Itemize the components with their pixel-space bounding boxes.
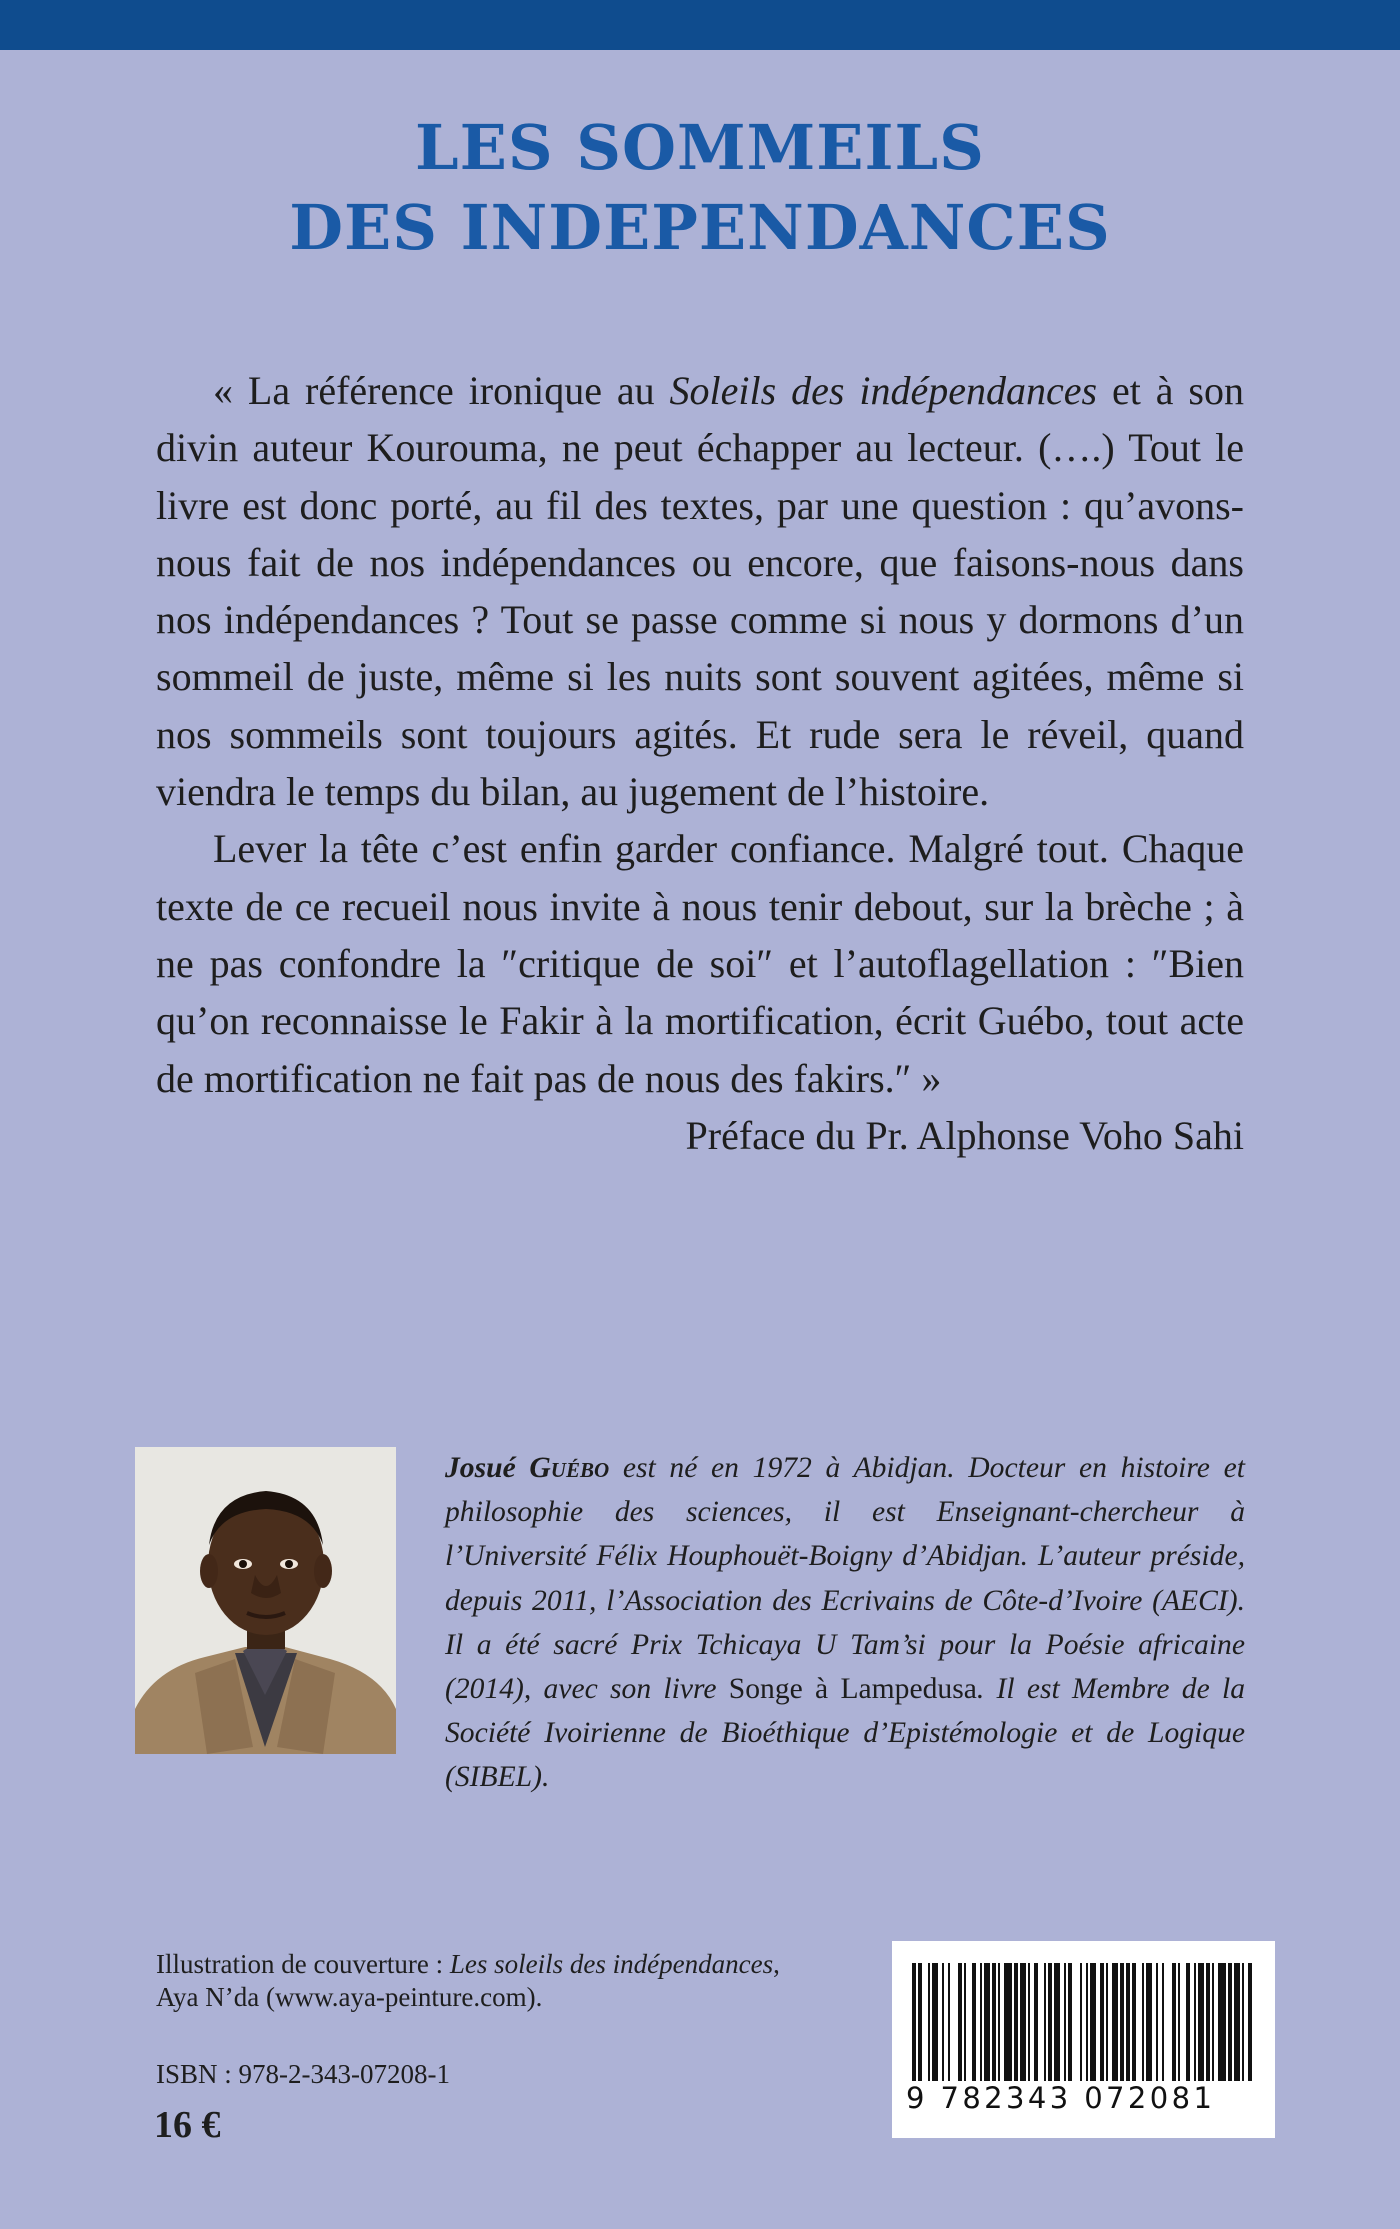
barcode-bar bbox=[1086, 1963, 1088, 2081]
barcode-bar bbox=[1146, 1963, 1152, 2081]
barcode-bar bbox=[972, 1963, 976, 2081]
back-cover-blurb bbox=[156, 362, 1244, 1164]
barcode-bar bbox=[1234, 1963, 1240, 2081]
barcode-bar bbox=[928, 1963, 930, 2081]
barcode-bar bbox=[1004, 1963, 1012, 2081]
author-bio-part-2: . Il est Membre de la Société Ivoirienne de Bioéthique d’Epistémologie et de Logique (SIBEL). bbox=[445, 1673, 1245, 1794]
barcode-bar bbox=[918, 1963, 922, 2081]
blurb-paragraph-1 bbox=[156, 362, 1244, 820]
author-book-title: Songe à Lampedusa bbox=[728, 1673, 977, 1706]
barcode-bar bbox=[1044, 1963, 1046, 2081]
barcode-bar bbox=[1142, 1963, 1144, 2081]
barcode-bar bbox=[1014, 1963, 1018, 2081]
isbn-number: ISBN : 978-2-343-07208-1 bbox=[156, 2059, 450, 2089]
barcode-bar bbox=[1100, 1963, 1104, 2081]
barcode-bar bbox=[958, 1963, 962, 2081]
barcode-bar bbox=[1020, 1963, 1026, 2081]
cover-illustration-credit bbox=[156, 1948, 836, 2014]
barcode-bar bbox=[1162, 1963, 1164, 2081]
blurb-paragraph-2: Lever la tête c’est enfin garder confiance. Malgré tout. Chaque texte de ce recueil nous invite à nous tenir debout, sur la brèche ; à ne pas confondre la ″critique de soi″ et l’autoflagellation : ″Bien qu’on reconnaisse le Fakir à la mortification, écrit Guébo, tout acte de mortification ne fait pas de nous des fakirs.″ » bbox=[156, 826, 1244, 1101]
barcode-bar bbox=[942, 1963, 944, 2081]
credit-artist: Aya N’da (www.aya-peinture.com). bbox=[156, 1982, 543, 2012]
author-portrait-illustration bbox=[135, 1447, 396, 1754]
author-last-name: Guébo bbox=[529, 1452, 610, 1484]
credit-label: Illustration de couverture : bbox=[156, 1949, 450, 1979]
barcode-bars bbox=[912, 1963, 1256, 2081]
credit-separator: , bbox=[773, 1949, 780, 1979]
barcode-bar bbox=[932, 1963, 938, 2081]
barcode bbox=[892, 1941, 1275, 2138]
barcode-bar bbox=[1048, 1963, 1052, 2081]
barcode-bar bbox=[1212, 1963, 1214, 2081]
barcode-bar bbox=[1106, 1963, 1108, 2081]
top-color-band bbox=[0, 0, 1400, 50]
barcode-bar bbox=[1132, 1963, 1136, 2081]
barcode-bar bbox=[1054, 1963, 1060, 2081]
author-first-name: Josué bbox=[445, 1452, 516, 1484]
blurb-p1-italic-title: Soleils des indépendances bbox=[669, 368, 1098, 413]
barcode-bar bbox=[1186, 1963, 1190, 2081]
barcode-bar bbox=[1228, 1963, 1232, 2081]
barcode-bar bbox=[1206, 1963, 1210, 2081]
barcode-bar bbox=[1218, 1963, 1226, 2081]
barcode-bar bbox=[1242, 1963, 1244, 2081]
blurb-p1-start: « La référence ironique au bbox=[213, 368, 670, 413]
barcode-bar bbox=[1248, 1963, 1252, 2081]
barcode-bar bbox=[1178, 1963, 1180, 2081]
barcode-bar bbox=[992, 1963, 996, 2081]
author-portrait bbox=[135, 1447, 396, 1754]
author-biography bbox=[445, 1446, 1245, 1800]
barcode-bar bbox=[1120, 1963, 1124, 2081]
barcode-bar bbox=[980, 1963, 982, 2081]
barcode-bar bbox=[998, 1963, 1000, 2081]
barcode-bar bbox=[1126, 1963, 1130, 2081]
barcode-bar bbox=[1172, 1963, 1176, 2081]
barcode-bar bbox=[1028, 1963, 1030, 2081]
barcode-bar bbox=[1156, 1963, 1158, 2081]
preface-signature: Préface du Pr. Alphonse Voho Sahi bbox=[685, 1112, 1244, 1158]
barcode-bar bbox=[1034, 1963, 1038, 2081]
blurb-p1-end: et à son divin auteur Kourouma, ne peut échapper au lecteur. (….) Tout le livre est donc porté, au fil des textes, par une question : qu’avons-nous fait de nos indépendances ou encore, que faisons-nous dans nos indépendances ? Tout se passe comme si nous y dormons d’un sommeil de juste, même si les nuits sont souvent agitées, même si nos sommeils sont toujours agités. Et rude sera le réveil, quand viendra le temps du bilan, au jugement de l’histoire. bbox=[156, 368, 1244, 815]
barcode-bar bbox=[912, 1963, 916, 2081]
barcode-bar bbox=[1064, 1963, 1066, 2081]
barcode-bar bbox=[948, 1963, 950, 2081]
credit-artwork-title: Les soleils des indépendances bbox=[449, 1949, 774, 1979]
book-title-line-1: LES SOMMEILS bbox=[415, 111, 985, 184]
author-bio-part-1: est né en 1972 à Abidjan. Docteur en histoire et philosophie des sciences, il est Enseignant-chercheur à l’Université Félix Houphouët-Boigny d’Abidjan. L’auteur préside, depuis 2011, l’Association des Ecrivains de Côte-d’Ivoire (AECI). Il a été sacré Prix Tchicaya U Tam’si pour la Poésie africaine (2014), avec son livre bbox=[445, 1452, 1245, 1706]
barcode-bar bbox=[1068, 1963, 1072, 2081]
barcode-bar bbox=[1112, 1963, 1118, 2081]
barcode-bar bbox=[984, 1963, 990, 2081]
barcode-bar bbox=[1090, 1963, 1096, 2081]
book-title-line-2: DES INDEPENDANCES bbox=[289, 191, 1111, 264]
barcode-digits: 9 782343 072081 bbox=[906, 2081, 1216, 2115]
book-title bbox=[0, 108, 1400, 268]
barcode-bar bbox=[1198, 1963, 1204, 2081]
barcode-bar bbox=[964, 1963, 966, 2081]
barcode-bar bbox=[1080, 1963, 1082, 2081]
barcode-bar bbox=[1194, 1963, 1196, 2081]
book-price: 16 € bbox=[154, 2104, 221, 2146]
